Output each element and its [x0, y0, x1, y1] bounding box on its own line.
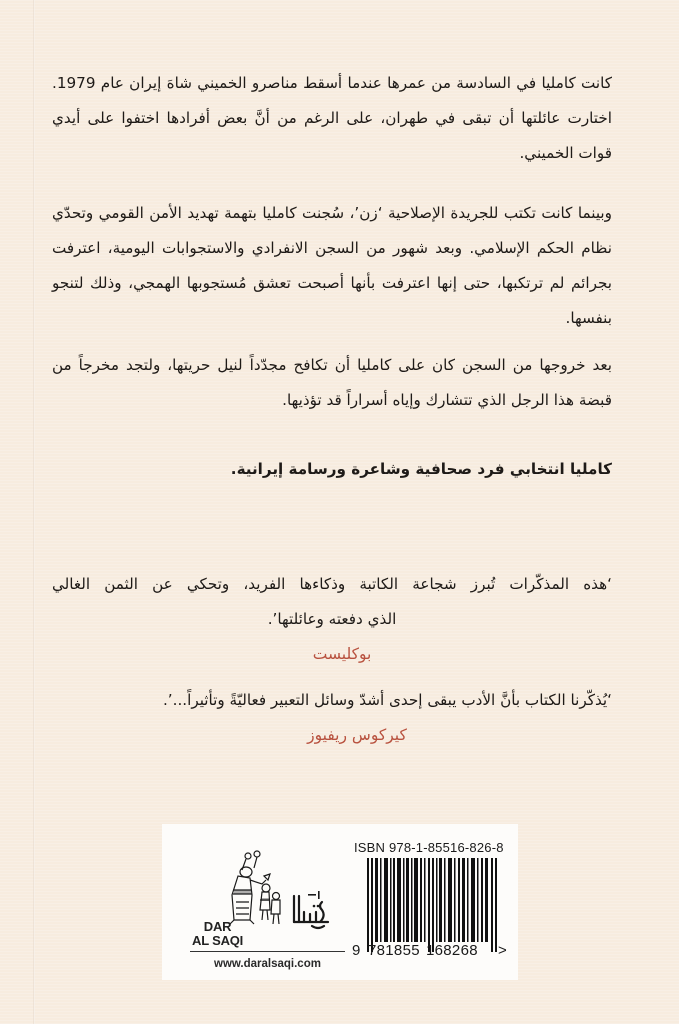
water-bearer-figure-icon [224, 850, 284, 928]
paragraph-intro: كانت كامليا في السادسة من عمرها عندما أسقط مناصرو الخميني شاهَ إيران عام 1979. اختارت عائلتها أن تبقى في طهران، على الرغم من أنَّ بعض أفرادها اختفوا على أيدي قوات الخميني. [52, 74, 612, 162]
quote-attribution: بوكليست [312, 645, 372, 663]
quote-text-line: الذي دفعته وعائلتها’. [267, 610, 397, 628]
quote-text-line: ‘يُذكّرنا الكتاب بأنَّ الأدب يبقى إحدى أشدّ وسائل التعبير فعاليّةً وتأثيراً...’. [162, 691, 612, 709]
paragraph-author-bio: كامليا انتخابي فرد صحافية وشاعرة ورسامة إيرانية. [230, 460, 612, 478]
barcode-icon [367, 858, 497, 952]
review-quote-booklist [52, 567, 612, 672]
barcode-first-digit: 9 [352, 942, 361, 959]
isbn-label: ISBN 978-1-85516-826-8 [354, 840, 504, 855]
spine-crease [33, 0, 35, 1024]
paragraph-release: بعد خروجها من السجن كان على كامليا أن تكافح مجدّداً لنيل حريتها، ولتجد مخرجاً من قبضة هذا الرجل الذي تتشارك وإياه أسراراً قد تؤذيها. [52, 356, 612, 409]
publisher-name-line2: AL SAQI [192, 933, 244, 948]
quote-attribution: كيركوس ريفيوز [307, 726, 407, 744]
barcode-quiet-zone-marker: > [498, 942, 507, 959]
barcode-digits [352, 942, 512, 962]
al-saqi-arabic-logotype-icon [288, 886, 332, 930]
publisher-name-line1: DAR [203, 919, 232, 934]
publisher-website-link[interactable]: www.daralsaqi.com [214, 958, 321, 970]
review-quote-kirkus [52, 683, 612, 753]
paragraph-imprisonment: وبينما كانت تكتب للجريدة الإصلاحية ‘زن’، سُجنت كامليا بتهمة تهديد الأمن القومي وتحدّي نظام الحكم الإسلامي. وبعد شهور من السجن الانفرادي والاستجوابات اليومية، اعترفت بجرائم لم ترتكبها، حتى إنها اعترفت بأنها أصبحت تعشق مُستجوبها الهمجي، وذلك لتنجو بنفسها. [52, 204, 612, 327]
quote-text-line: ‘هذه المذكّرات تُبرز شجاعة الكاتبة وذكاءها الفريد، وتحكي عن الثمن الغالي [52, 575, 612, 593]
imprint-divider [190, 951, 345, 952]
publisher-imprint-box [162, 824, 518, 980]
barcode-right-group: 168268 [426, 942, 478, 959]
barcode-left-group: 781855 [368, 942, 420, 959]
